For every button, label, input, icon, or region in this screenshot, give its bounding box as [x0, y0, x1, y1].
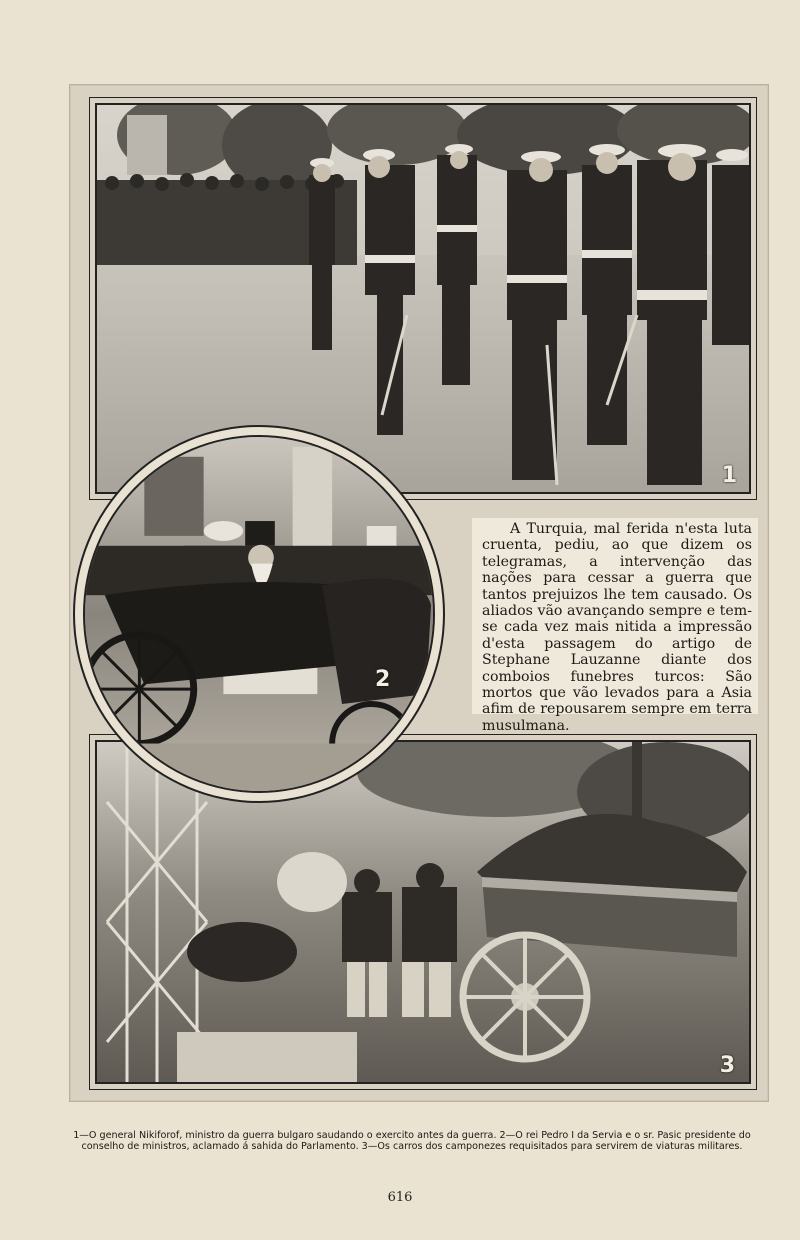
photo-king-carriage	[83, 435, 435, 793]
photo-peasant-carts	[95, 740, 751, 1084]
page-number: 616	[387, 1190, 413, 1205]
photo-1-number: 1	[721, 463, 737, 488]
photo-3-number: 3	[719, 1053, 735, 1078]
photo-general-saluting	[95, 103, 751, 494]
article-text-box	[472, 518, 758, 734]
photo-2-image	[85, 437, 433, 791]
article-paragraph: A Turquia, mal ferida n'esta luta cruenta, pediu, ao que dizem os telegramas, a intervenção das nações para cessar a guerra que tantos prejuizos lhe tem causado. Os aliados vão avançando sempre e tem-se cada vez mais nitida a impressão d'esta passagem do artigo de Stephane Lauzanne diante dos comboios funebres turcos: São mortos que vão levados para a Asia afim de repousarem sempre em terra musulmana.	[482, 521, 752, 734]
photo-2-number: 2	[375, 667, 391, 692]
photo-king-carriage-frame	[73, 425, 445, 803]
photo-caption: 1—O general Nikiforof, ministro da guerra bulgaro saudando o exercito antes da guerra. 2—O rei Pedro I da Servia e o sr. Pasic presidente do conselho de ministros, aclamado á sahida do Parlamento. 3—Os carros dos camponezes requisitados para servirem de viaturas militares.	[73, 1130, 751, 1152]
photo-3-image	[97, 742, 749, 1082]
photo-1-image	[97, 105, 749, 492]
